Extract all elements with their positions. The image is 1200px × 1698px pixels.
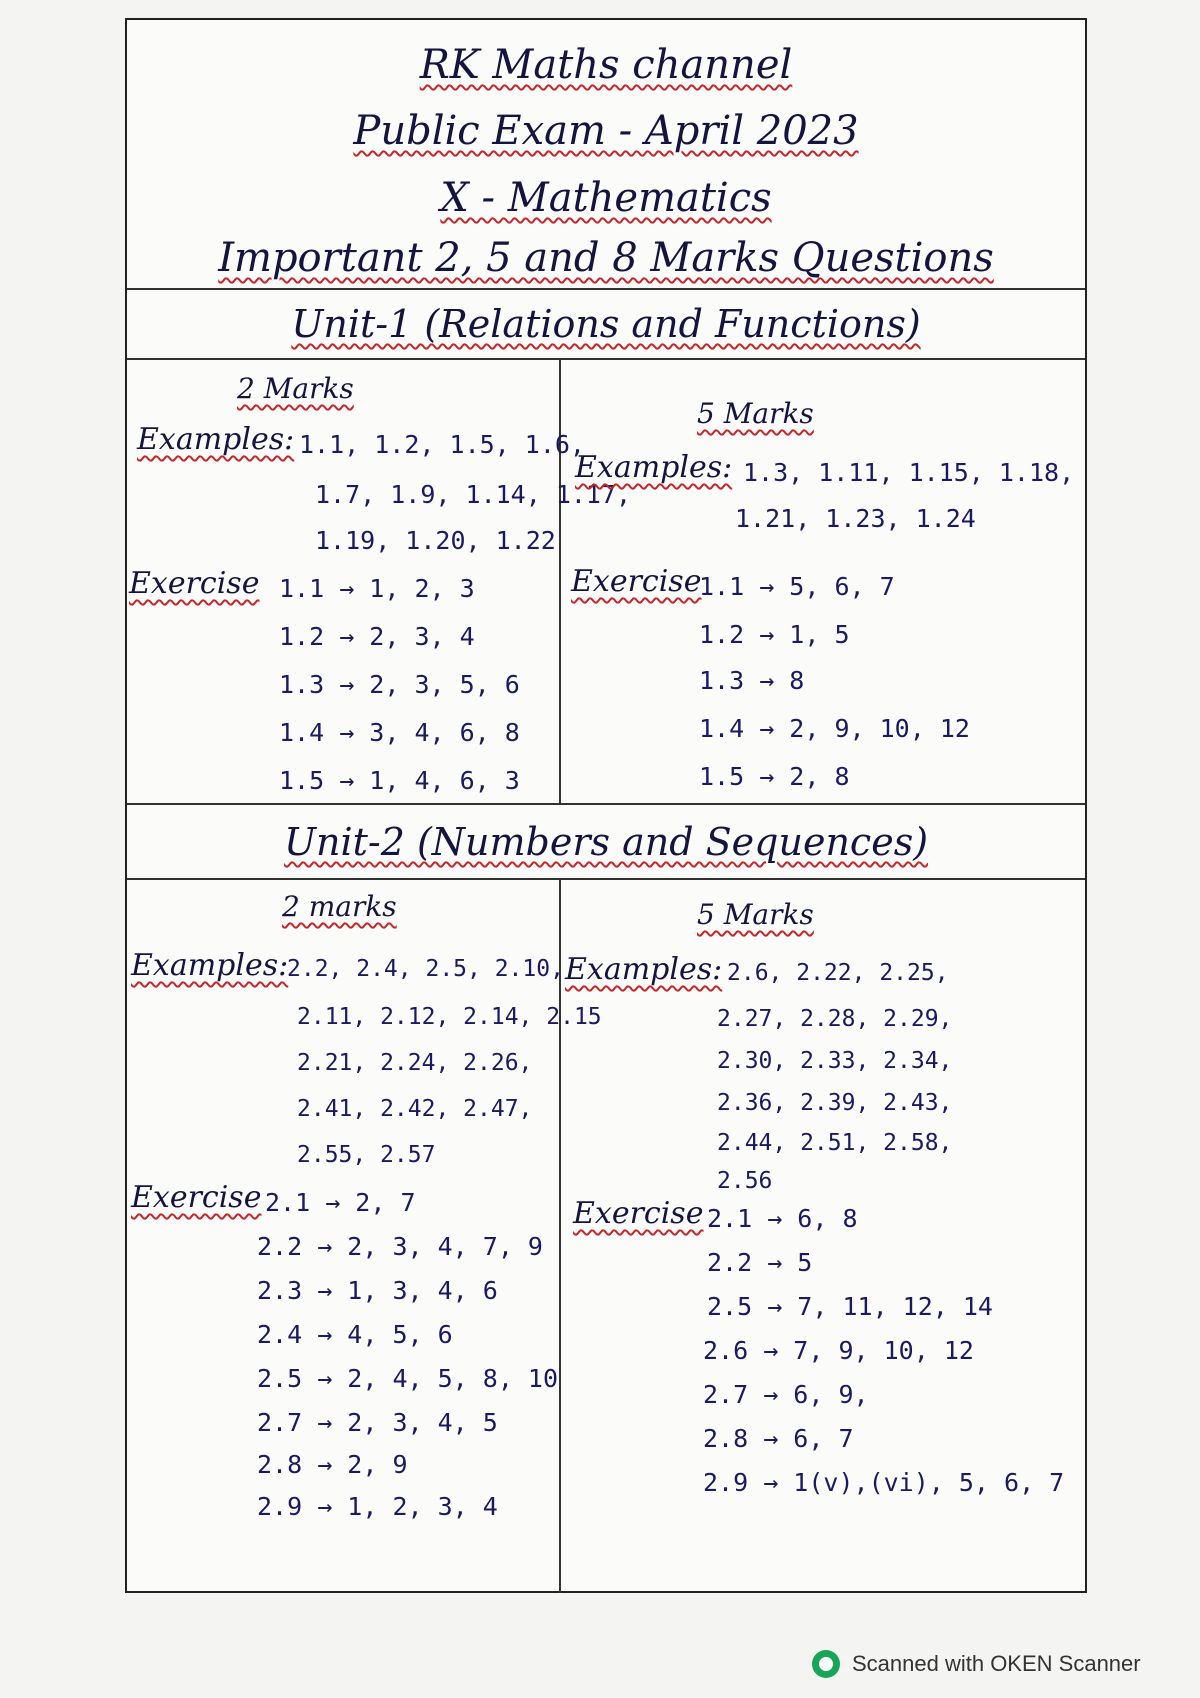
list-item: 2.7 → 2, 3, 4, 5 — [257, 1408, 498, 1437]
list-item: 2.8 → 6, 7 — [703, 1424, 854, 1453]
list-item: 1.3 → 2, 3, 5, 6 — [279, 670, 520, 699]
list-item: 2.55, 2.57 — [297, 1142, 436, 1168]
list-item: 2.2, 2.4, 2.5, 2.10, — [287, 956, 564, 982]
list-item: 2.56 — [717, 1168, 773, 1194]
list-item: 1.5 → 2, 8 — [699, 762, 850, 791]
exercise-label: Exercise — [571, 564, 702, 599]
list-item: 2.2 → 5 — [707, 1248, 813, 1277]
list-item: 2.4 → 4, 5, 6 — [257, 1320, 453, 1349]
examples-label: Examples: — [131, 948, 289, 983]
list-item: 1.1 → 5, 6, 7 — [699, 572, 895, 601]
divider — [127, 878, 1085, 880]
list-item: 2.6 → 7, 9, 10, 12 — [703, 1336, 974, 1365]
exam-title: Public Exam - April 2023 — [353, 108, 859, 154]
list-item: 2.5 → 2, 4, 5, 8, 10 — [257, 1364, 559, 1393]
list-item: 2.9 → 1(v),(vi), 5, 6, 7 — [703, 1468, 1065, 1497]
unit2-left-heading: 2 marks — [282, 890, 397, 923]
important-title: Important 2, 5 and 8 Marks Questions — [218, 235, 994, 281]
column-divider — [559, 880, 561, 1593]
list-item: 1.1, 1.2, 1.5, 1.6, — [299, 430, 585, 459]
unit2-title: Unit-2 (Numbers and Sequences) — [283, 820, 929, 864]
unit2-right-heading: 5 Marks — [697, 898, 814, 931]
list-item: 2.21, 2.24, 2.26, — [297, 1050, 533, 1076]
list-item: 1.2 → 1, 5 — [699, 620, 850, 649]
list-item: 2.5 → 7, 11, 12, 14 — [707, 1292, 993, 1321]
list-item: 2.8 → 2, 9 — [257, 1450, 408, 1479]
exercise-label: Exercise — [131, 1180, 262, 1215]
list-item: 2.11, 2.12, 2.14, 2.15 — [297, 1004, 602, 1030]
list-item: 1.21, 1.23, 1.24 — [735, 504, 976, 533]
unit1-right-heading: 5 Marks — [697, 397, 814, 430]
header — [127, 20, 1085, 288]
list-item: 2.9 → 1, 2, 3, 4 — [257, 1492, 498, 1521]
scanner-footer — [812, 1650, 1141, 1678]
list-item: 1.3 → 8 — [699, 666, 805, 695]
list-item: 1.2 → 2, 3, 4 — [279, 622, 475, 651]
examples-label: Examples: — [575, 450, 733, 485]
divider — [127, 803, 1085, 805]
list-item: 1.4 → 2, 9, 10, 12 — [699, 714, 970, 743]
list-item: 2.1 → 2, 7 — [265, 1188, 416, 1217]
list-item: 2.7 → 6, 9, — [703, 1380, 869, 1409]
unit1-left-heading: 2 Marks — [237, 372, 354, 405]
exercise-label: Exercise — [573, 1196, 704, 1231]
list-item: 1.4 → 3, 4, 6, 8 — [279, 718, 520, 747]
oken-scanner-logo-icon — [812, 1650, 840, 1678]
list-item: 1.7, 1.9, 1.14, 1.17, — [315, 480, 632, 509]
divider — [127, 358, 1085, 360]
subject-title: X - Mathematics — [440, 175, 772, 221]
list-item: 1.1 → 1, 2, 3 — [279, 574, 475, 603]
list-item: 2.6, 2.22, 2.25, — [727, 960, 949, 986]
unit1-title: Unit-1 (Relations and Functions) — [291, 302, 921, 346]
list-item: 1.3, 1.11, 1.15, 1.18, — [743, 458, 1075, 487]
column-divider — [559, 360, 561, 803]
list-item: 2.3 → 1, 3, 4, 6 — [257, 1276, 498, 1305]
list-item: 2.36, 2.39, 2.43, — [717, 1090, 953, 1116]
examples-label: Examples: — [137, 422, 295, 457]
channel-title: RK Maths channel — [419, 42, 793, 88]
scanner-watermark-text: Scanned with OKEN Scanner — [852, 1651, 1141, 1676]
list-item: 2.30, 2.33, 2.34, — [717, 1048, 953, 1074]
list-item: 2.1 → 6, 8 — [707, 1204, 858, 1233]
list-item: 1.5 → 1, 4, 6, 3 — [279, 766, 520, 795]
notes-sheet — [125, 18, 1087, 1593]
exercise-label: Exercise — [129, 566, 260, 601]
divider — [127, 288, 1085, 290]
list-item: 2.44, 2.51, 2.58, — [717, 1130, 953, 1156]
examples-label: Examples: — [565, 952, 723, 987]
list-item: 1.19, 1.20, 1.22 — [315, 526, 556, 555]
list-item: 2.41, 2.42, 2.47, — [297, 1096, 533, 1122]
list-item: 2.27, 2.28, 2.29, — [717, 1006, 953, 1032]
list-item: 2.2 → 2, 3, 4, 7, 9 — [257, 1232, 543, 1261]
